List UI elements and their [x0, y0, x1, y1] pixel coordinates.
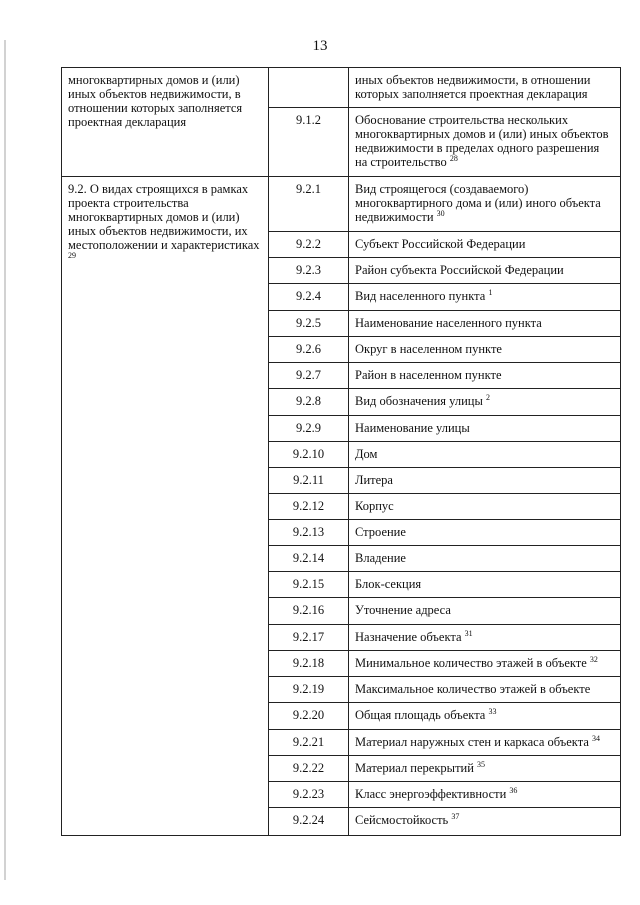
item-description: Блок-секция — [355, 577, 422, 591]
item-number: 9.2.8 — [269, 389, 349, 416]
item-description: Округ в населенном пункте — [355, 342, 502, 356]
footnote-ref: 33 — [488, 707, 497, 716]
item-description: Владение — [355, 551, 406, 565]
footnote-ref: 35 — [477, 760, 486, 769]
item-description-cell — [349, 468, 621, 494]
item-description-cell — [349, 177, 621, 232]
item-number: 9.2.11 — [269, 468, 349, 494]
item-description-cell — [349, 730, 621, 756]
footnote-ref: 32 — [589, 655, 598, 664]
footnote-ref: 28 — [449, 154, 458, 163]
item-number: 9.2.14 — [269, 546, 349, 572]
item-description: Вид строящегося (создаваемого) многоквартирного дома и (или) иного объекта недвижимости — [355, 182, 601, 224]
item-description: иных объектов недвижимости, в отношении которых заполняется проектная декларация — [355, 73, 591, 101]
item-description-cell — [349, 677, 621, 703]
item-description-cell — [349, 68, 621, 108]
item-description: Вид населенного пункта — [355, 289, 486, 303]
item-description-cell — [349, 258, 621, 284]
item-description-cell — [349, 520, 621, 546]
item-description: Наименование улицы — [355, 421, 470, 435]
item-description: Назначение объекта — [355, 630, 462, 644]
section-title: многоквартирных домов и (или) иных объектов недвижимости, в отношении которых заполняется проектная декларация — [68, 73, 243, 129]
item-number: 9.2.10 — [269, 442, 349, 468]
item-number: 9.2.21 — [269, 730, 349, 756]
item-description-cell — [349, 108, 621, 177]
item-number: 9.2.13 — [269, 520, 349, 546]
item-number: 9.2.6 — [269, 337, 349, 363]
item-description: Материал перекрытий — [355, 761, 474, 775]
item-description-cell — [349, 494, 621, 520]
item-number: 9.2.17 — [269, 625, 349, 651]
item-description-cell — [349, 442, 621, 468]
item-description-cell — [349, 782, 621, 808]
table-row — [62, 177, 621, 232]
item-description: Сейсмостойкость — [355, 813, 449, 827]
item-description: Материал наружных стен и каркаса объекта — [355, 735, 589, 749]
item-description-cell — [349, 598, 621, 625]
declaration-table — [61, 67, 621, 836]
item-description-cell — [349, 756, 621, 782]
item-description: Вид обозначения улицы — [355, 394, 483, 408]
item-description-cell — [349, 572, 621, 598]
item-description: Строение — [355, 525, 406, 539]
item-description: Литера — [355, 473, 393, 487]
item-number: 9.2.9 — [269, 416, 349, 442]
item-description: Район в населенном пункте — [355, 368, 502, 382]
item-description: Субъект Российской Федерации — [355, 237, 526, 251]
item-description-cell — [349, 389, 621, 416]
footnote-ref: 29 — [68, 251, 76, 260]
item-description-cell — [349, 546, 621, 572]
item-description-cell — [349, 232, 621, 258]
item-number: 9.2.18 — [269, 651, 349, 677]
item-description-cell — [349, 284, 621, 311]
footnote-ref: 1 — [488, 288, 493, 297]
section-title-cell — [62, 68, 269, 177]
item-number — [269, 68, 349, 108]
footnote-ref: 36 — [509, 786, 518, 795]
item-description-cell — [349, 651, 621, 677]
item-description: Район субъекта Российской Федерации — [355, 263, 564, 277]
item-description-cell — [349, 311, 621, 337]
item-description-cell — [349, 625, 621, 651]
item-number: 9.2.23 — [269, 782, 349, 808]
item-description: Максимальное количество этажей в объекте — [355, 682, 591, 696]
table-row — [62, 68, 621, 108]
item-number: 9.2.15 — [269, 572, 349, 598]
section-title-cell — [62, 177, 269, 836]
item-description-cell — [349, 416, 621, 442]
item-description: Общая площадь объекта — [355, 708, 486, 722]
item-description: Класс энергоэффективности — [355, 787, 507, 801]
item-number: 9.2.24 — [269, 808, 349, 836]
item-number: 9.2.4 — [269, 284, 349, 311]
item-number: 9.2.20 — [269, 703, 349, 730]
footnote-ref: 37 — [451, 812, 460, 821]
footnote-ref: 2 — [485, 393, 490, 402]
section-title: 9.2. О видах строящихся в рамках проекта строительства многоквартирных домов и (или) иных объектов недвижимости, их местоположении и характеристиках — [68, 182, 260, 252]
scan-edge-shadow — [4, 40, 6, 880]
item-description: Обоснование строительства нескольких многоквартирных домов и (или) иных объектов недвижимости в пределах одного разрешения на строительство — [355, 113, 609, 169]
item-number: 9.2.12 — [269, 494, 349, 520]
footnote-ref: 30 — [436, 209, 445, 218]
item-number: 9.2.22 — [269, 756, 349, 782]
item-number: 9.2.1 — [269, 177, 349, 232]
item-description: Дом — [355, 447, 378, 461]
item-number: 9.2.5 — [269, 311, 349, 337]
page-number: 13 — [312, 38, 328, 54]
item-description: Наименование населенного пункта — [355, 316, 542, 330]
item-description: Минимальное количество этажей в объекте — [355, 656, 587, 670]
item-number: 9.2.16 — [269, 598, 349, 625]
item-number: 9.2.7 — [269, 363, 349, 389]
item-number: 9.2.3 — [269, 258, 349, 284]
footnote-ref: 34 — [592, 734, 600, 743]
item-description-cell — [349, 363, 621, 389]
item-description: Корпус — [355, 499, 394, 513]
item-number: 9.2.2 — [269, 232, 349, 258]
item-description-cell — [349, 337, 621, 363]
item-description: Уточнение адреса — [355, 603, 451, 617]
item-description-cell — [349, 703, 621, 730]
item-number: 9.1.2 — [269, 108, 349, 177]
item-number: 9.2.19 — [269, 677, 349, 703]
footnote-ref: 31 — [464, 629, 473, 638]
item-description-cell — [349, 808, 621, 836]
